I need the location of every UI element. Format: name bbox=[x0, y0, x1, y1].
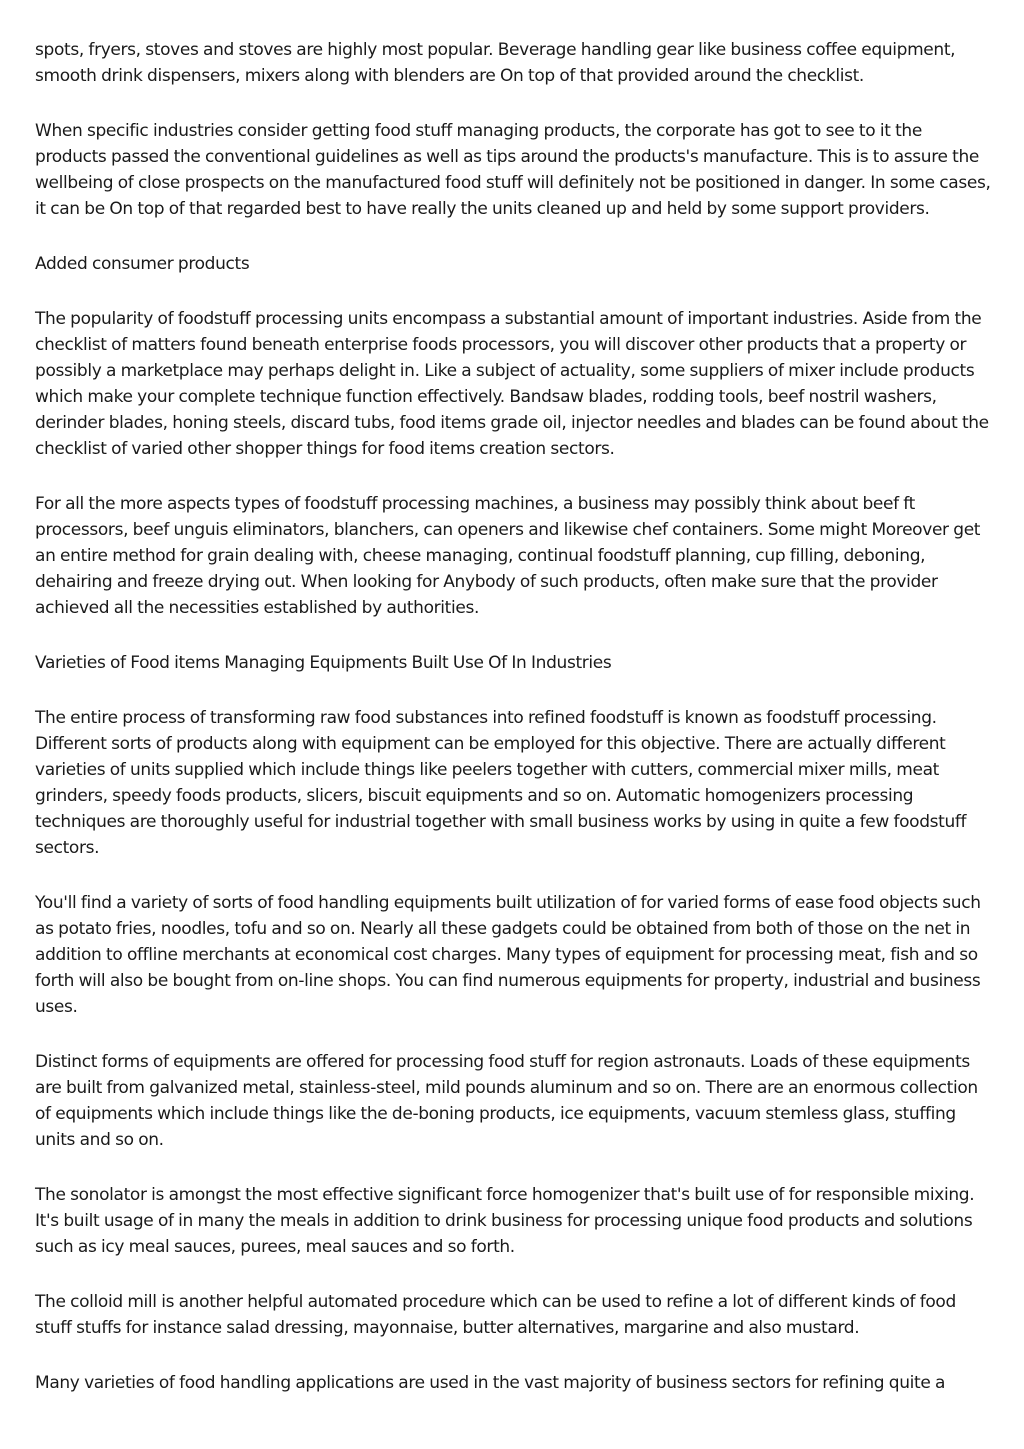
paragraph-intro-continued: spots, fryers, stoves and stoves are highly most popular. Beverage handling gear like business coffee equipment, smooth drink dispensers, mixers along with blenders are On top of that provided around the checklist. bbox=[35, 40, 956, 86]
paragraph-more-aspects: For all the more aspects types of foodstuff processing machines, a business may possibly think about beef ft processors, beef unguis eliminators, blanchers, can openers and likewise chef containers. Some might Moreover get an entire method for grain dealing with, cheese managing, continual foodstuff planning, cup filling, deboning, dehairing and freeze drying out. When looking for Anybody of such products, often make sure that the provider achieved all the necessities established by authorities. bbox=[35, 494, 981, 618]
paragraph-industry-guidelines: When specific industries consider getting food stuff managing products, the corporate has got to see to it the products passed the conventional guidelines as well as tips around the products's manufacture. This is to assure the wellbeing of close prospects on the manufactured food stuff will definitely not be positioned in danger. In some cases, it can be On top of that regarded best to have really the units cleaned up and held by some support providers. bbox=[35, 121, 991, 219]
section-heading-added-consumer-products: Added consumer products bbox=[35, 254, 250, 274]
paragraph-astronauts: Distinct forms of equipments are offered for processing food stuff for region astronauts. Loads of these equipments are built from galvanized metal, stainless-steel, mild pounds aluminum and so on. There are an enormous collection of equipments which include things like the de-boning products, ice equipments, vacuum stemless glass, stuffing units and so on. bbox=[35, 1052, 978, 1150]
paragraph-sonolator: The sonolator is amongst the most effective significant force homogenizer that's built use of for responsible mixing. It's built usage of in many the meals in addition to drink business for processing unique food products and solutions such as icy meal sauces, purees, meal sauces and so forth. bbox=[35, 1185, 975, 1257]
paragraph-colloid-mill: The colloid mill is another helpful automated procedure which can be used to refine a lot of different kinds of food stuff stuffs for instance salad dressing, mayonnaise, butter alternatives, margarine and also mustard. bbox=[35, 1292, 956, 1338]
paragraph-popularity: The popularity of foodstuff processing units encompass a substantial amount of important industries. Aside from the checklist of matters found beneath enterprise foods processors, you will discover other products that a property or possibly a marketplace may perhaps delight in. Like a subject of actuality, some suppliers of mixer include products which make your complete technique function effectively. Bandsaw blades, rodding tools, beef nostril washers, derinder blades, honing steels, discard tubs, food items grade oil, injector needles and blades can be found about the checklist of varied other shopper things for food items creation sectors. bbox=[35, 309, 989, 459]
section-heading-varieties: Varieties of Food items Managing Equipments Built Use Of In Industries bbox=[35, 653, 612, 673]
paragraph-many-varieties: Many varieties of food handling applications are used in the vast majority of business sectors for refining quite a bbox=[35, 1373, 946, 1393]
document-page bbox=[35, 37, 993, 1425]
paragraph-entire-process: The entire process of transforming raw food substances into refined foodstuff is known as foodstuff processing. Different sorts of products along with equipment can be employed for this objective. There are actually different varieties of units supplied which include things like peelers together with cutters, commercial mixer mills, meat grinders, speedy foods products, slicers, biscuit equipments and so on. Automatic homogenizers processing techniques are thoroughly useful for industrial together with small business works by using in quite a few foodstuff sectors. bbox=[35, 708, 967, 858]
paragraph-variety-of-sorts: You'll find a variety of sorts of food handling equipments built utilization of for varied forms of ease food objects such as potato fries, noodles, tofu and so on. Nearly all these gadgets could be obtained from both of those on the net in addition to offline merchants at economical cost charges. Many types of equipment for processing meat, fish and so forth will also be bought from on-line shops. You can find numerous equipments for property, industrial and business uses. bbox=[35, 893, 981, 1017]
